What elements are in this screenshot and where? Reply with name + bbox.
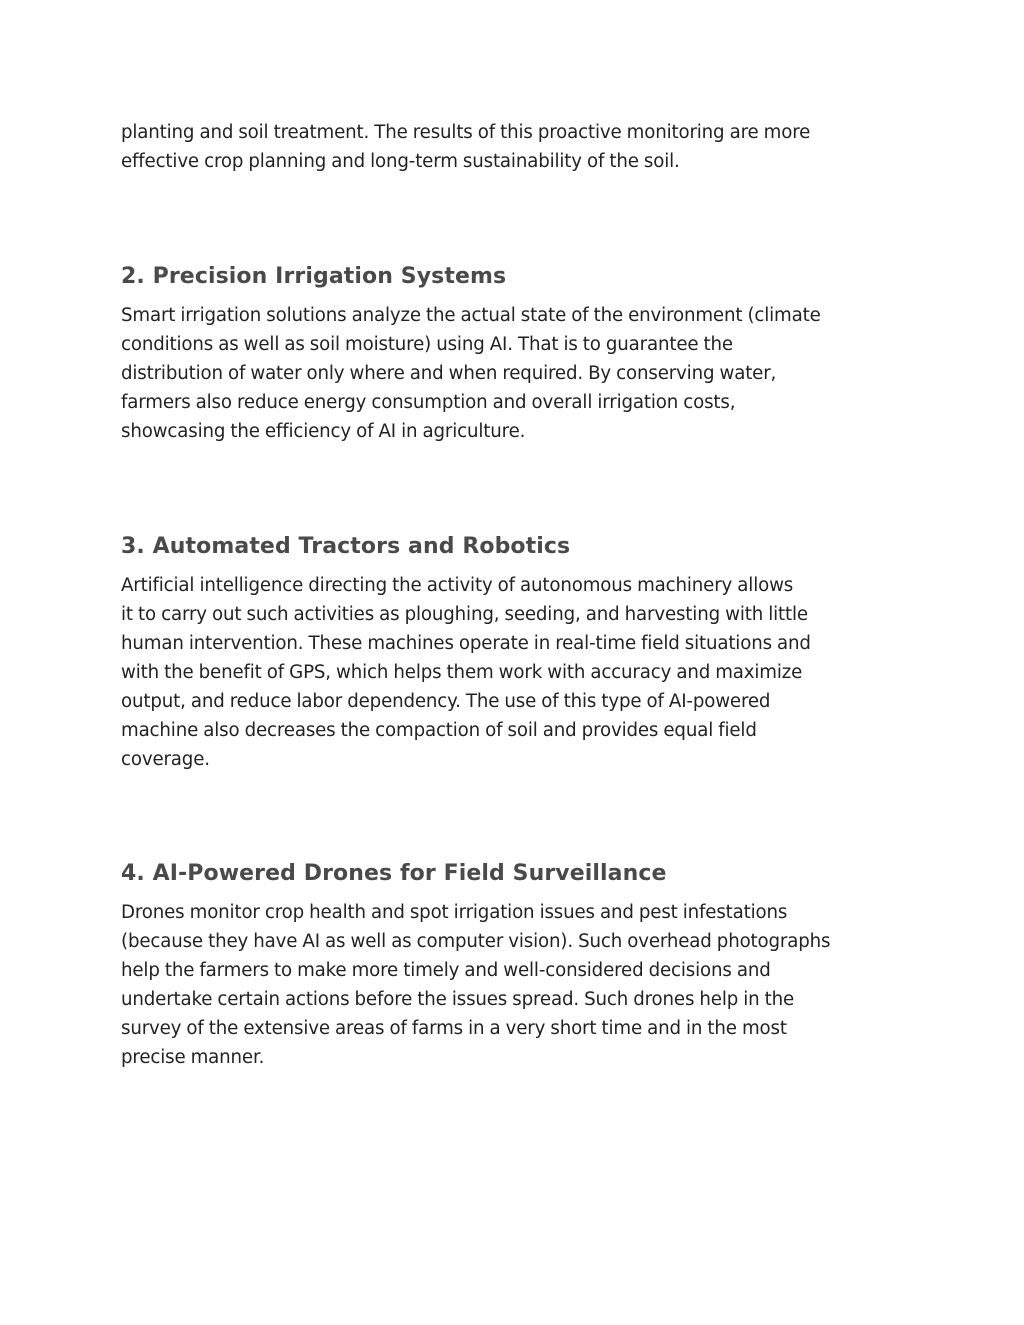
- text-line: Artificial intelligence directing the activity of autonomous machinery allows: [121, 575, 794, 596]
- text-line: precise manner.: [121, 1047, 265, 1068]
- section-heading: 3. Automated Tractors and Robotics: [121, 534, 571, 559]
- text-line: planting and soil treatment. The results of this proactive monitoring are more: [121, 122, 811, 143]
- section-paragraph: [121, 898, 830, 1072]
- text-line: Smart irrigation solutions analyze the actual state of the environment (climate: [121, 305, 821, 326]
- section-ai-drones: [121, 859, 830, 1072]
- section-automated-tractors: [121, 532, 811, 774]
- text-line: human intervention. These machines operate in real-time field situations and: [121, 633, 811, 654]
- text-line: Drones monitor crop health and spot irrigation issues and pest infestations: [121, 902, 788, 923]
- section-heading: 2. Precision Irrigation Systems: [121, 264, 507, 289]
- text-line: coverage.: [121, 749, 210, 770]
- text-line: survey of the extensive areas of farms in a very short time and in the most: [121, 1018, 787, 1039]
- section-precision-irrigation: [121, 262, 821, 446]
- section-paragraph: [121, 571, 811, 774]
- text-line: (because they have AI as well as computer vision). Such overhead photographs: [121, 931, 831, 952]
- intro-paragraph: [121, 118, 810, 176]
- text-line: with the benefit of GPS, which helps them work with accuracy and maximize: [121, 662, 803, 683]
- text-line: output, and reduce labor dependency. The use of this type of AI-powered: [121, 691, 771, 712]
- section-paragraph: [121, 301, 821, 446]
- text-line: distribution of water only where and when required. By conserving water,: [121, 363, 777, 384]
- text-line: help the farmers to make more timely and well-considered decisions and: [121, 960, 771, 981]
- text-line: farmers also reduce energy consumption and overall irrigation costs,: [121, 392, 736, 413]
- text-line: effective crop planning and long-term sustainability of the soil.: [121, 151, 680, 172]
- text-line: undertake certain actions before the issues spread. Such drones help in the: [121, 989, 795, 1010]
- section-heading: 4. AI-Powered Drones for Field Surveillance: [121, 861, 667, 886]
- text-line: machine also decreases the compaction of soil and provides equal field: [121, 720, 757, 741]
- text-line: it to carry out such activities as ploughing, seeding, and harvesting with little: [121, 604, 808, 625]
- text-line: showcasing the efficiency of AI in agriculture.: [121, 421, 526, 442]
- text-line: conditions as well as soil moisture) using AI. That is to guarantee the: [121, 334, 733, 355]
